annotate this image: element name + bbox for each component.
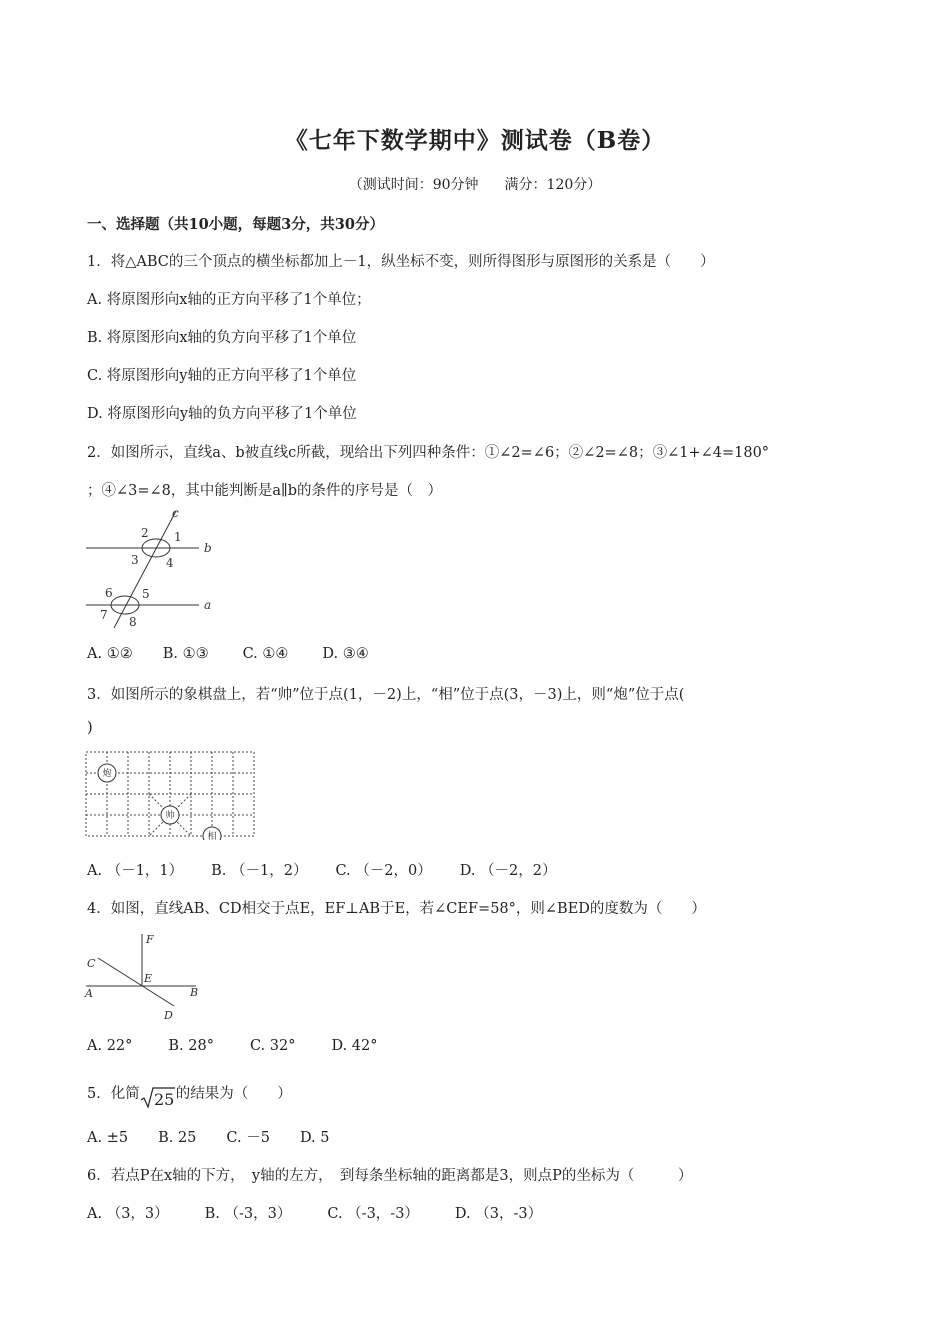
q5-option-a: A. ±5: [87, 1130, 129, 1146]
q1-option-a: A. 将原图形向x轴的正方向平移了1个单位；: [87, 292, 371, 308]
q2-option-a: A. ①②: [87, 646, 133, 662]
q2-angle-3: 3: [131, 553, 139, 567]
q6-option-d: D. （3，-3）: [454, 1206, 543, 1222]
q4-label-F: F: [146, 933, 154, 946]
q3-chessboard-figure: [84, 750, 258, 840]
q4-option-a: A. 22°: [87, 1038, 133, 1054]
q2-stem-line2: ；④∠3=∠8，其中能判断是a∥b的条件的序号是（ ）: [87, 483, 443, 499]
q2-options: [87, 646, 369, 662]
q4-option-b: B. 28°: [168, 1038, 214, 1054]
q1-option-d: D. 将原图形向y轴的负方向平移了1个单位: [87, 406, 357, 422]
q3-piece-shuai: 帅: [165, 811, 175, 821]
q5-radicand: 25: [153, 1090, 175, 1109]
q3-stem-line2: ): [87, 720, 93, 736]
q5-sqrt: [140, 1086, 176, 1110]
q4-label-B: B: [190, 986, 199, 999]
exam-info: [0, 174, 950, 194]
q4-option-c: C. 32°: [249, 1038, 296, 1054]
q5-suffix: 的结果为（ ）: [175, 1086, 292, 1102]
q2-label-c: c: [172, 506, 179, 520]
q2-angle-5: 5: [142, 587, 150, 601]
q4-option-d: D. 42°: [331, 1038, 378, 1054]
q4-label-A: A: [85, 987, 93, 1000]
q1-option-b: B. 将原图形向x轴的负方向平移了1个单位: [87, 330, 357, 346]
q2-option-c: C. ①④: [242, 646, 289, 662]
exam-time: （测试时间：90分钟: [348, 177, 479, 193]
q3-option-a: A. （－1，1）: [87, 863, 184, 879]
q2-option-b: B. ①③: [162, 646, 209, 662]
page-title: 《七年下数学期中》测试卷（B卷）: [284, 127, 666, 154]
q5-stem: [87, 1082, 292, 1110]
q2-angle-8: 8: [129, 615, 137, 629]
q4-intersecting-lines-figure: [84, 930, 208, 1022]
q2-parallel-lines-figure: [84, 505, 224, 630]
section-heading: 一、选择题（共10小题，每题3分，共30分）: [87, 216, 384, 233]
q2-angle-7: 7: [100, 608, 108, 622]
q5-option-c: C. －5: [226, 1130, 270, 1146]
q5-option-d: D. 5: [299, 1130, 330, 1146]
q2-angle-1: 1: [174, 530, 182, 544]
q3-piece-xiang: 相: [207, 832, 217, 840]
q6-option-c: C. （-3，-3）: [327, 1206, 419, 1222]
q4-label-E: E: [144, 972, 153, 985]
q3-options: [87, 859, 557, 880]
q5-options: [87, 1126, 330, 1147]
q5-prefix: 5．化简: [87, 1086, 140, 1102]
q4-options: [87, 1038, 378, 1054]
q6-option-b: B. （-3，3）: [204, 1206, 292, 1222]
q2-stem-line1: 2．如图所示，直线a、b被直线c所截，现给出下列四种条件：①∠2=∠6；②∠2=∠8；③∠1+∠4=180°: [87, 445, 770, 461]
q2-angle-2: 2: [141, 526, 149, 540]
q2-angle-6: 6: [105, 586, 113, 600]
q6-options: [87, 1202, 542, 1223]
q4-label-D: D: [164, 1009, 173, 1022]
q1-option-c: C. 将原图形向y轴的正方向平移了1个单位: [87, 368, 357, 384]
q2-label-b: b: [204, 541, 212, 555]
q2-option-d: D. ③④: [322, 646, 369, 662]
exam-score: 满分：120分）: [504, 177, 602, 193]
q2-angle-4: 4: [166, 556, 174, 570]
q1-stem: 1．将△ABC的三个顶点的横坐标都加上－1，纵坐标不变，则所得图形与原图形的关系是（ ）: [87, 254, 715, 270]
q4-label-C: C: [87, 957, 96, 970]
q6-option-a: A. （3，3）: [87, 1206, 169, 1222]
q3-option-d: D. （－2，2）: [459, 863, 557, 879]
q3-stem-line1: 3．如图所示的象棋盘上，若“帅”位于点(1，－2)上，“相”位于点(3，－3)上，则“炮”位于点(: [87, 687, 685, 703]
q5-option-b: B. 25: [158, 1130, 197, 1146]
q3-option-c: C. （－2，0）: [335, 863, 432, 879]
q3-option-b: B. （－1，2）: [211, 863, 308, 879]
q2-label-a: a: [204, 598, 212, 612]
q6-stem: 6．若点P在x轴的下方， y轴的左方， 到每条坐标轴的距离都是3，则点P的坐标为（ ）: [87, 1168, 693, 1184]
q3-piece-pao: 炮: [102, 769, 112, 779]
q4-stem: 4．如图，直线AB、CD相交于点E，EF⊥AB于E，若∠CEF=58°，则∠BED的度数为（ ）: [87, 901, 706, 917]
